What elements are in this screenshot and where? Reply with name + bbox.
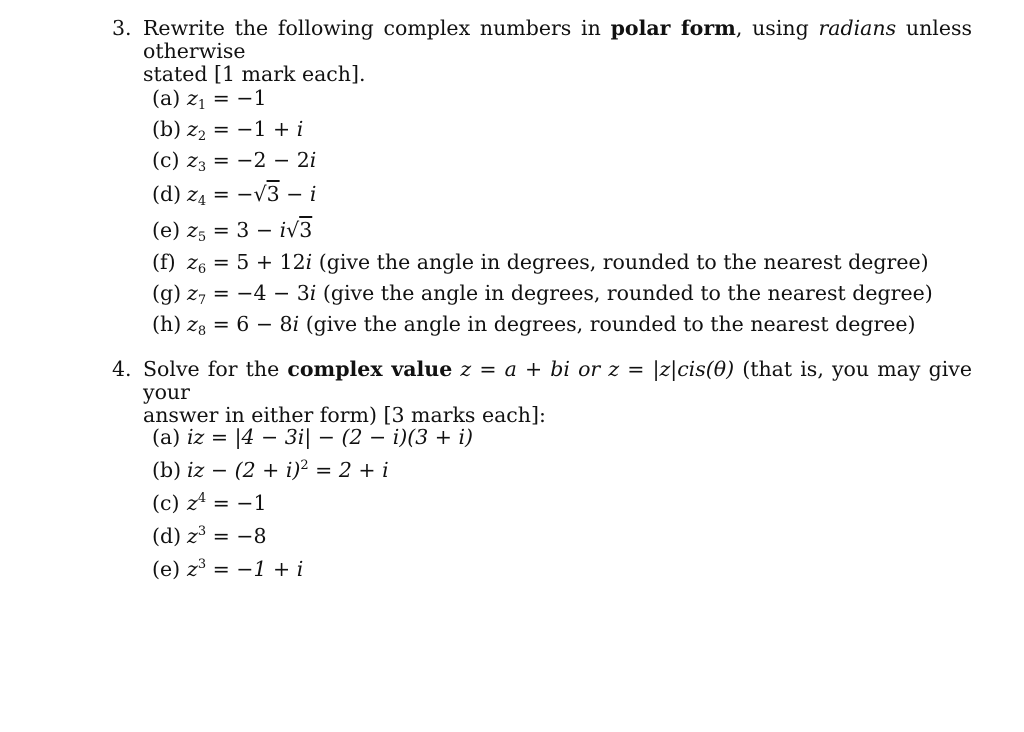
square-root: √3 bbox=[253, 182, 280, 206]
q4-item-b: (b) iz − $(2 + i)^2 = 2 + i$ bbox=[152, 458, 389, 482]
question-3-number: 3. bbox=[112, 16, 132, 40]
q3-item-d: (d) $z_4 = -√3 - i$ bbox=[152, 182, 317, 209]
question-4-number: 4. bbox=[112, 357, 132, 381]
q3-item-a: (a) $z_1 = -1$ bbox=[152, 86, 267, 113]
q3-item-b: (b) $z_2 = -1 + i$ bbox=[152, 117, 304, 144]
q3-item-e: (e) $z_5 = 3 - i√3$ bbox=[152, 218, 313, 245]
q3-item-g: (g) $z_7 = -4 - 3i$ (give the angle in degrees, rounded to the nearest degree) bbox=[152, 281, 933, 308]
question-3-stem bbox=[143, 17, 972, 86]
radians-emphasis: radians bbox=[818, 16, 897, 40]
complex-form-math: z = a + bi or z = |z|cis(θ) bbox=[452, 357, 735, 381]
question-4-line-1: Solve for the complex value z = a + bi or z = |z|cis(θ) (that is, you may give your bbox=[143, 357, 972, 404]
polar-form-emphasis: polar form bbox=[610, 16, 736, 40]
q3-item-h: (h) $z_8 = 6 - 8i$ (give the angle in degrees, rounded to the nearest degree) bbox=[152, 312, 916, 339]
square-root: √3 bbox=[286, 218, 313, 242]
q3-item-f: (f) $z_6 = 5 + 12i$ (give the angle in degrees, rounded to the nearest degree) bbox=[152, 250, 929, 277]
q3-item-c: (c) $z_3 = -2 - 2i$ bbox=[152, 148, 317, 175]
question-4-stem bbox=[143, 358, 972, 427]
q4-item-a: (a) iz = |4 − 3i| − (2 − i)(3 + i) bbox=[152, 425, 474, 449]
question-3 bbox=[112, 17, 972, 86]
q4-item-d: (d) $z^3 = -8$ bbox=[152, 524, 267, 548]
question-4 bbox=[112, 358, 972, 427]
q4-item-c: (c) $z^4 = -1$ bbox=[152, 491, 267, 515]
question-3-line-1: Rewrite the following complex numbers in polar form, using radians unless otherwise bbox=[143, 16, 973, 63]
question-3-line-2: stated [1 mark each]. bbox=[143, 62, 366, 86]
question-4-line-2: answer in either form) [3 marks each]: bbox=[143, 403, 546, 427]
q4-item-e: (e) $z^3 = -1 + i$ bbox=[152, 557, 304, 581]
complex-value-emphasis: complex value bbox=[287, 357, 453, 381]
